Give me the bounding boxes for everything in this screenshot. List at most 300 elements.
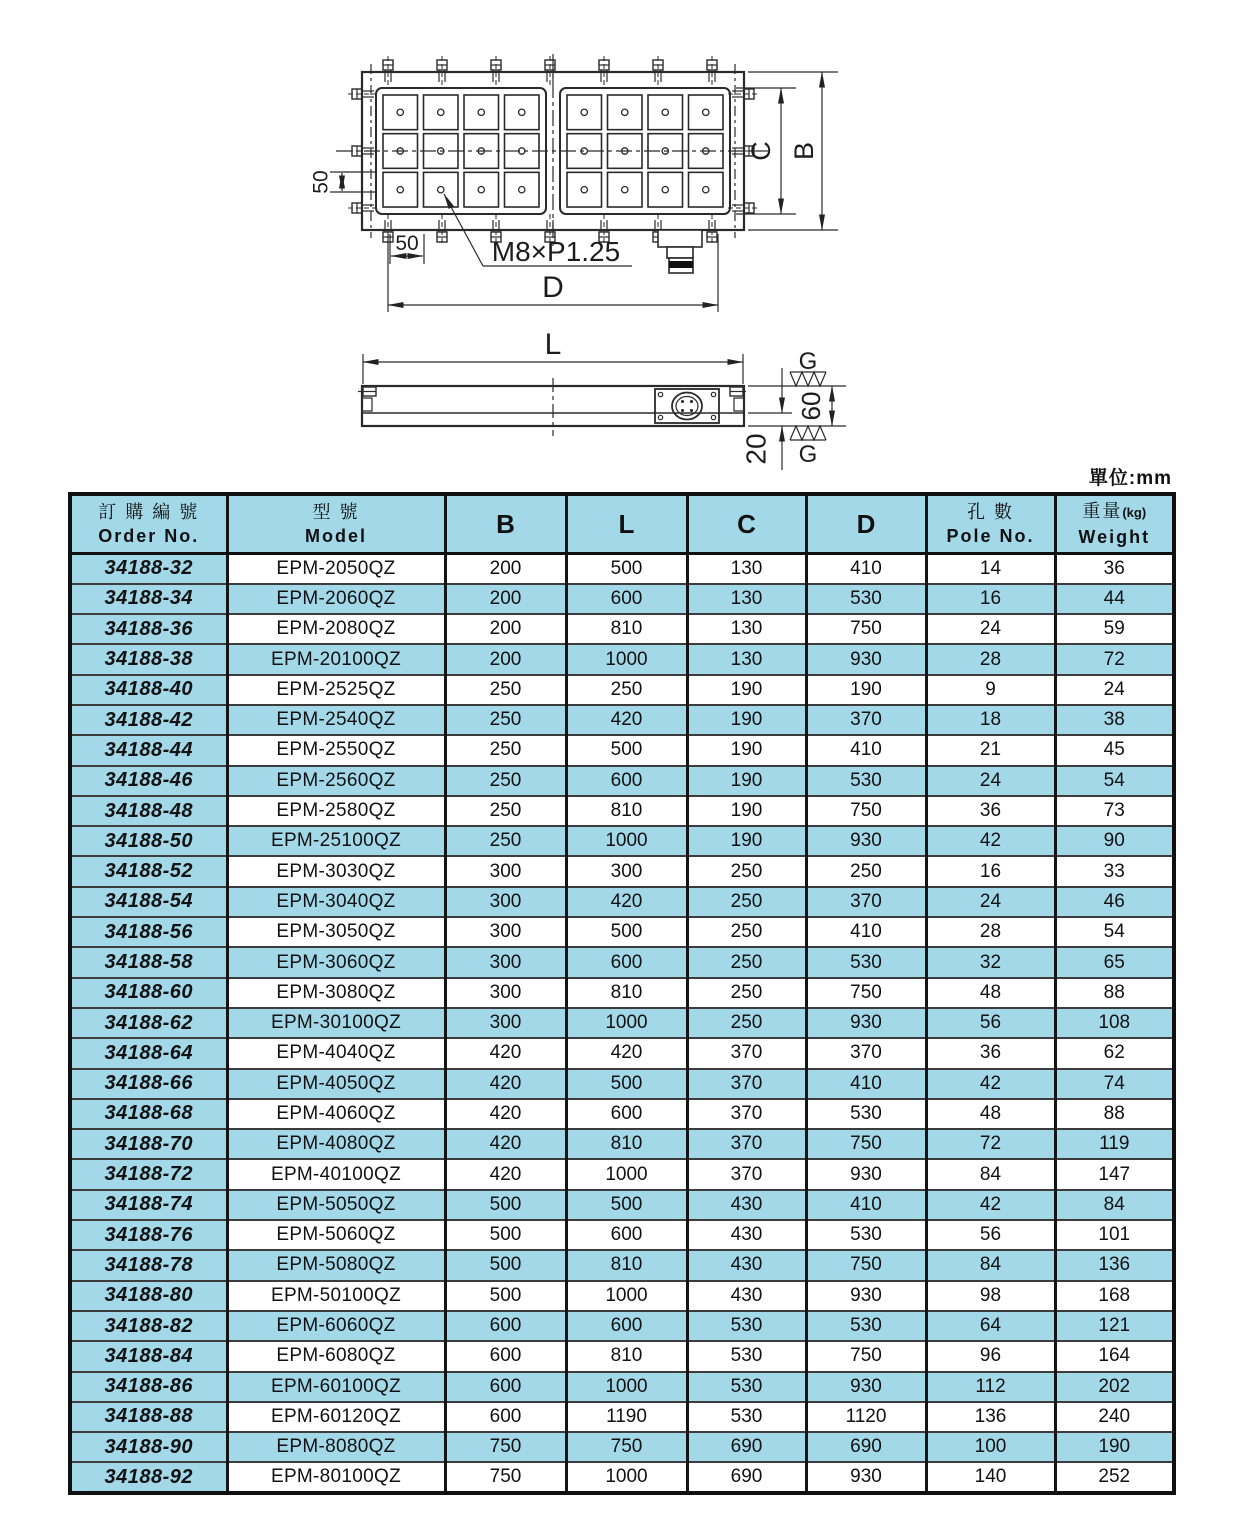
value-cell: 38 (1055, 705, 1174, 735)
value-cell: 530 (806, 1220, 926, 1250)
value-cell: 420 (445, 1159, 566, 1189)
value-cell: 46 (1055, 887, 1174, 917)
value-cell: 420 (445, 1129, 566, 1159)
value-cell: 42 (926, 1190, 1055, 1220)
col-header-l: L (566, 494, 687, 554)
value-cell: 250 (445, 735, 566, 765)
order-no-cell: 34188-36 (70, 614, 227, 644)
value-cell: 600 (445, 1402, 566, 1432)
value-cell: 430 (687, 1250, 806, 1280)
order-no-cell: 34188-68 (70, 1099, 227, 1129)
value-cell: 33 (1055, 856, 1174, 886)
table-row (70, 1008, 1174, 1038)
model-cell: EPM-3040QZ (227, 887, 445, 917)
value-cell: 250 (445, 826, 566, 856)
col-header-weight (1055, 494, 1174, 554)
order-no-cell: 34188-60 (70, 978, 227, 1008)
value-cell: 250 (445, 705, 566, 735)
value-cell: 28 (926, 917, 1055, 947)
value-cell: 16 (926, 584, 1055, 614)
model-cell: EPM-5060QZ (227, 1220, 445, 1250)
model-cell: EPM-5080QZ (227, 1250, 445, 1280)
dim-label-base-20: 20 (740, 433, 772, 465)
value-cell: 42 (926, 826, 1055, 856)
model-cell: EPM-5050QZ (227, 1190, 445, 1220)
model-cell: EPM-4060QZ (227, 1099, 445, 1129)
value-cell: 530 (687, 1341, 806, 1371)
col-header-pole-no (926, 494, 1055, 554)
value-cell: 100 (926, 1432, 1055, 1462)
value-cell: 119 (1055, 1129, 1174, 1159)
value-cell: 410 (806, 1190, 926, 1220)
col-header-c: C (687, 494, 806, 554)
order-no-cell: 34188-82 (70, 1311, 227, 1341)
value-cell: 420 (566, 705, 687, 735)
value-cell: 600 (445, 1311, 566, 1341)
value-cell: 530 (806, 766, 926, 796)
value-cell: 28 (926, 644, 1055, 674)
order-no-cell: 34188-62 (70, 1008, 227, 1038)
model-cell: EPM-3030QZ (227, 856, 445, 886)
value-cell: 168 (1055, 1281, 1174, 1311)
col-header-model-zh: 型 號 (312, 501, 360, 522)
value-cell: 370 (687, 1069, 806, 1099)
order-no-cell: 34188-44 (70, 735, 227, 765)
value-cell: 810 (566, 796, 687, 826)
value-cell: 300 (445, 947, 566, 977)
value-cell: 750 (806, 978, 926, 1008)
col-header-weight-en: Weight (1078, 526, 1151, 547)
surface-label-g-bottom: G (798, 441, 818, 468)
value-cell: 250 (687, 1008, 806, 1038)
value-cell: 1120 (806, 1402, 926, 1432)
value-cell: 420 (445, 1069, 566, 1099)
table-row (70, 644, 1174, 674)
order-no-cell: 34188-48 (70, 796, 227, 826)
value-cell: 1000 (566, 1281, 687, 1311)
value-cell: 810 (566, 978, 687, 1008)
value-cell: 84 (926, 1250, 1055, 1280)
value-cell: 250 (687, 947, 806, 977)
table-row (70, 705, 1174, 735)
value-cell: 410 (806, 735, 926, 765)
order-no-cell: 34188-88 (70, 1402, 227, 1432)
value-cell: 24 (926, 614, 1055, 644)
value-cell: 121 (1055, 1311, 1174, 1341)
value-cell: 130 (687, 584, 806, 614)
value-cell: 420 (566, 887, 687, 917)
value-cell: 370 (687, 1159, 806, 1189)
value-cell: 101 (1055, 1220, 1174, 1250)
value-cell: 1000 (566, 1159, 687, 1189)
value-cell: 96 (926, 1341, 1055, 1371)
value-cell: 300 (566, 856, 687, 886)
value-cell: 430 (687, 1190, 806, 1220)
model-cell: EPM-8080QZ (227, 1432, 445, 1462)
value-cell: 1000 (566, 644, 687, 674)
table-row (70, 1159, 1174, 1189)
spec-table (68, 492, 1176, 1495)
value-cell: 750 (445, 1462, 566, 1492)
order-no-cell: 34188-64 (70, 1038, 227, 1068)
value-cell: 250 (687, 978, 806, 1008)
value-cell: 300 (445, 887, 566, 917)
model-cell: EPM-50100QZ (227, 1281, 445, 1311)
model-cell: EPM-4080QZ (227, 1129, 445, 1159)
value-cell: 300 (445, 978, 566, 1008)
value-cell: 530 (806, 584, 926, 614)
value-cell: 36 (926, 796, 1055, 826)
table-row (70, 1462, 1174, 1492)
model-cell: EPM-2560QZ (227, 766, 445, 796)
value-cell: 500 (445, 1190, 566, 1220)
dim-label-pitch-horizontal: 50 (395, 232, 419, 255)
value-cell: 530 (687, 1402, 806, 1432)
value-cell: 250 (687, 887, 806, 917)
value-cell: 600 (566, 947, 687, 977)
value-cell: 136 (1055, 1250, 1174, 1280)
dim-label-height-60: 60 (795, 391, 826, 421)
value-cell: 250 (445, 766, 566, 796)
side-bolt-right (730, 387, 748, 396)
order-no-cell: 34188-80 (70, 1281, 227, 1311)
value-cell: 112 (926, 1372, 1055, 1402)
model-cell: EPM-25100QZ (227, 826, 445, 856)
table-row (70, 796, 1174, 826)
value-cell: 140 (926, 1462, 1055, 1492)
value-cell: 250 (566, 675, 687, 705)
value-cell: 252 (1055, 1462, 1174, 1492)
model-cell: EPM-30100QZ (227, 1008, 445, 1038)
col-header-model-en: Model (305, 525, 367, 546)
table-row (70, 1250, 1174, 1280)
value-cell: 370 (687, 1099, 806, 1129)
value-cell: 750 (806, 796, 926, 826)
model-cell: EPM-20100QZ (227, 644, 445, 674)
value-cell: 36 (926, 1038, 1055, 1068)
value-cell: 21 (926, 735, 1055, 765)
value-cell: 750 (806, 1250, 926, 1280)
value-cell: 200 (445, 554, 566, 584)
technical-drawing (0, 0, 1240, 492)
surface-label-g-top: G (798, 348, 818, 375)
value-cell: 240 (1055, 1402, 1174, 1432)
value-cell: 200 (445, 644, 566, 674)
order-no-cell: 34188-50 (70, 826, 227, 856)
value-cell: 600 (566, 1311, 687, 1341)
order-no-cell: 34188-90 (70, 1432, 227, 1462)
value-cell: 750 (566, 1432, 687, 1462)
order-no-cell: 34188-70 (70, 1129, 227, 1159)
value-cell: 54 (1055, 766, 1174, 796)
value-cell: 108 (1055, 1008, 1174, 1038)
value-cell: 56 (926, 1008, 1055, 1038)
value-cell: 250 (806, 856, 926, 886)
value-cell: 530 (806, 947, 926, 977)
value-cell: 54 (1055, 917, 1174, 947)
value-cell: 130 (687, 554, 806, 584)
value-cell: 930 (806, 1462, 926, 1492)
value-cell: 84 (926, 1159, 1055, 1189)
value-cell: 530 (806, 1099, 926, 1129)
order-no-cell: 34188-58 (70, 947, 227, 977)
model-cell: EPM-2080QZ (227, 614, 445, 644)
value-cell: 810 (566, 1341, 687, 1371)
value-cell: 750 (445, 1432, 566, 1462)
value-cell: 24 (1055, 675, 1174, 705)
model-cell: EPM-2050QZ (227, 554, 445, 584)
value-cell: 500 (445, 1250, 566, 1280)
value-cell: 147 (1055, 1159, 1174, 1189)
value-cell: 500 (445, 1220, 566, 1250)
value-cell: 1190 (566, 1402, 687, 1432)
table-row (70, 947, 1174, 977)
value-cell: 300 (445, 917, 566, 947)
value-cell: 202 (1055, 1372, 1174, 1402)
table-row (70, 887, 1174, 917)
value-cell: 9 (926, 675, 1055, 705)
value-cell: 930 (806, 826, 926, 856)
value-cell: 62 (1055, 1038, 1174, 1068)
value-cell: 930 (806, 1008, 926, 1038)
value-cell: 600 (566, 766, 687, 796)
value-cell: 250 (445, 796, 566, 826)
table-row (70, 1038, 1174, 1068)
value-cell: 530 (806, 1311, 926, 1341)
header-row (70, 494, 1174, 554)
value-cell: 59 (1055, 614, 1174, 644)
value-cell: 410 (806, 554, 926, 584)
value-cell: 72 (1055, 644, 1174, 674)
value-cell: 136 (926, 1402, 1055, 1432)
order-no-cell: 34188-56 (70, 917, 227, 947)
value-cell: 300 (445, 1008, 566, 1038)
value-cell: 500 (566, 735, 687, 765)
order-no-cell: 34188-76 (70, 1220, 227, 1250)
order-no-cell: 34188-34 (70, 584, 227, 614)
value-cell: 88 (1055, 1099, 1174, 1129)
table-row (70, 978, 1174, 1008)
value-cell: 600 (566, 1099, 687, 1129)
value-cell: 130 (687, 644, 806, 674)
value-cell: 250 (687, 856, 806, 886)
spec-table-body (70, 554, 1174, 1493)
table-row (70, 1341, 1174, 1371)
order-no-cell: 34188-74 (70, 1190, 227, 1220)
value-cell: 24 (926, 766, 1055, 796)
value-cell: 420 (445, 1038, 566, 1068)
value-cell: 18 (926, 705, 1055, 735)
value-cell: 190 (687, 705, 806, 735)
value-cell: 810 (566, 614, 687, 644)
value-cell: 32 (926, 947, 1055, 977)
value-cell: 600 (445, 1372, 566, 1402)
order-no-cell: 34188-92 (70, 1462, 227, 1492)
value-cell: 420 (445, 1099, 566, 1129)
table-row (70, 1402, 1174, 1432)
value-cell: 500 (566, 917, 687, 947)
value-cell: 36 (1055, 554, 1174, 584)
order-no-cell: 34188-46 (70, 766, 227, 796)
value-cell: 190 (687, 735, 806, 765)
col-header-weight-zh: 重量(kg) (1082, 500, 1147, 521)
value-cell: 930 (806, 1372, 926, 1402)
value-cell: 370 (806, 887, 926, 917)
table-row (70, 1129, 1174, 1159)
value-cell: 45 (1055, 735, 1174, 765)
value-cell: 500 (566, 1069, 687, 1099)
value-cell: 90 (1055, 826, 1174, 856)
value-cell: 164 (1055, 1341, 1174, 1371)
model-cell: EPM-2550QZ (227, 735, 445, 765)
model-cell: EPM-4040QZ (227, 1038, 445, 1068)
value-cell: 300 (445, 856, 566, 886)
value-cell: 190 (687, 826, 806, 856)
unit-label: 單位:mm (1088, 468, 1172, 489)
model-cell: EPM-6080QZ (227, 1341, 445, 1371)
value-cell: 600 (445, 1341, 566, 1371)
value-cell: 370 (806, 1038, 926, 1068)
table-row (70, 1311, 1174, 1341)
order-no-cell: 34188-78 (70, 1250, 227, 1280)
model-cell: EPM-3050QZ (227, 917, 445, 947)
weight-unit: (kg) (1122, 504, 1147, 520)
value-cell: 690 (806, 1432, 926, 1462)
value-cell: 930 (806, 1159, 926, 1189)
value-cell: 48 (926, 978, 1055, 1008)
table-row (70, 735, 1174, 765)
value-cell: 690 (687, 1432, 806, 1462)
model-cell: EPM-80100QZ (227, 1462, 445, 1492)
value-cell: 250 (445, 675, 566, 705)
order-no-cell: 34188-72 (70, 1159, 227, 1189)
value-cell: 370 (806, 705, 926, 735)
model-cell: EPM-2540QZ (227, 705, 445, 735)
value-cell: 1000 (566, 1462, 687, 1492)
col-header-d: D (806, 494, 926, 554)
dim-label-pitch-vertical: 50 (309, 170, 333, 194)
model-cell: EPM-2525QZ (227, 675, 445, 705)
table-row (70, 1281, 1174, 1311)
model-cell: EPM-3060QZ (227, 947, 445, 977)
col-header-order-no-en: Order No. (98, 525, 200, 546)
table-row (70, 1432, 1174, 1462)
table-row (70, 917, 1174, 947)
value-cell: 750 (806, 1129, 926, 1159)
value-cell: 370 (687, 1129, 806, 1159)
surface-finish-mark-bottom (790, 426, 826, 440)
value-cell: 1000 (566, 826, 687, 856)
value-cell: 500 (566, 1190, 687, 1220)
model-cell: EPM-3080QZ (227, 978, 445, 1008)
order-no-cell: 34188-40 (70, 675, 227, 705)
value-cell: 370 (687, 1038, 806, 1068)
value-cell: 190 (806, 675, 926, 705)
table-row (70, 1220, 1174, 1250)
order-no-cell: 34188-84 (70, 1341, 227, 1371)
value-cell: 600 (566, 1220, 687, 1250)
table-row (70, 1372, 1174, 1402)
value-cell: 130 (687, 614, 806, 644)
value-cell: 73 (1055, 796, 1174, 826)
value-cell: 690 (687, 1462, 806, 1492)
table-row (70, 1069, 1174, 1099)
value-cell: 190 (1055, 1432, 1174, 1462)
value-cell: 1000 (566, 1008, 687, 1038)
order-no-cell: 34188-38 (70, 644, 227, 674)
table-row (70, 766, 1174, 796)
value-cell: 98 (926, 1281, 1055, 1311)
value-cell: 16 (926, 856, 1055, 886)
value-cell: 420 (566, 1038, 687, 1068)
order-no-cell: 34188-86 (70, 1372, 227, 1402)
table-row (70, 584, 1174, 614)
thread-spec-label: M8×P1.25 (491, 236, 621, 267)
table-row (70, 826, 1174, 856)
value-cell: 530 (687, 1372, 806, 1402)
table-row (70, 554, 1174, 584)
value-cell: 750 (806, 1341, 926, 1371)
value-cell: 200 (445, 614, 566, 644)
table-row (70, 614, 1174, 644)
order-no-cell: 34188-42 (70, 705, 227, 735)
value-cell: 48 (926, 1099, 1055, 1129)
dim-label-l: L (544, 328, 562, 361)
value-cell: 500 (566, 554, 687, 584)
dim-label-b: B (789, 141, 820, 161)
value-cell: 24 (926, 887, 1055, 917)
value-cell: 44 (1055, 584, 1174, 614)
value-cell: 190 (687, 796, 806, 826)
model-cell: EPM-40100QZ (227, 1159, 445, 1189)
value-cell: 410 (806, 917, 926, 947)
dim-label-d: D (542, 271, 564, 304)
table-row (70, 675, 1174, 705)
col-header-order-no-zh: 訂 購 編 號 (98, 501, 200, 522)
table-row (70, 1099, 1174, 1129)
power-connector-top-view (658, 230, 702, 273)
value-cell: 74 (1055, 1069, 1174, 1099)
value-cell: 530 (687, 1311, 806, 1341)
value-cell: 250 (687, 917, 806, 947)
dim-label-c: C (746, 141, 777, 161)
value-cell: 600 (566, 584, 687, 614)
value-cell: 1000 (566, 1372, 687, 1402)
value-cell: 500 (445, 1281, 566, 1311)
value-cell: 930 (806, 1281, 926, 1311)
side-bolt-left (358, 387, 376, 396)
col-header-order-no (70, 494, 227, 554)
model-cell: EPM-4050QZ (227, 1069, 445, 1099)
value-cell: 200 (445, 584, 566, 614)
model-cell: EPM-60100QZ (227, 1372, 445, 1402)
power-connector-side-view (655, 389, 719, 423)
value-cell: 810 (566, 1250, 687, 1280)
value-cell: 930 (806, 644, 926, 674)
value-cell: 190 (687, 766, 806, 796)
model-cell: EPM-2060QZ (227, 584, 445, 614)
value-cell: 72 (926, 1129, 1055, 1159)
value-cell: 810 (566, 1129, 687, 1159)
value-cell: 410 (806, 1069, 926, 1099)
value-cell: 88 (1055, 978, 1174, 1008)
value-cell: 65 (1055, 947, 1174, 977)
value-cell: 56 (926, 1220, 1055, 1250)
order-no-cell: 34188-52 (70, 856, 227, 886)
value-cell: 84 (1055, 1190, 1174, 1220)
value-cell: 14 (926, 554, 1055, 584)
value-cell: 750 (806, 614, 926, 644)
